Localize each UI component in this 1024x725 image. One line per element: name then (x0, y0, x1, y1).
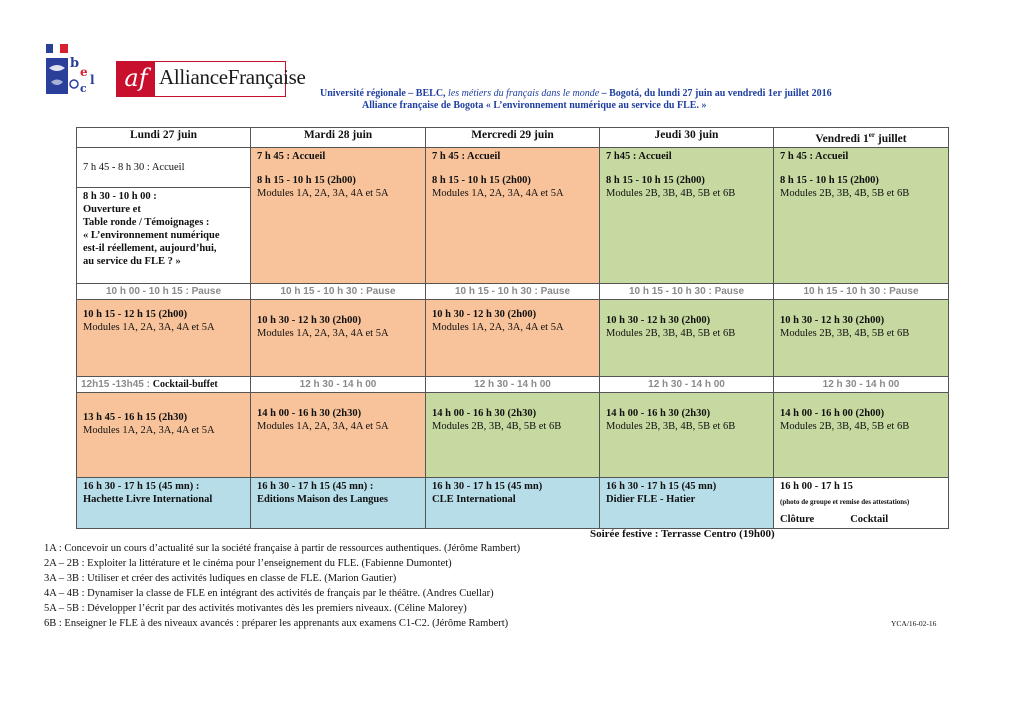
wed-evening-time: 16 h 30 - 17 h 15 (45 mn) (432, 480, 543, 492)
thu-late-morning-modules: Modules 2B, 3B, 4B, 5B et 6B (606, 327, 736, 339)
fri-late-morning-session: 10 h 30 - 12 h 30 (2h00) (780, 314, 885, 326)
tue-morning-session: 8 h 15 - 10 h 15 (2h00) (257, 174, 356, 186)
day-header-friday (774, 128, 949, 148)
tue-accueil: 7 h 45 : Accueil (257, 150, 326, 162)
mon-accueil: 7 h 45 - 8 h 30 : Accueil (83, 161, 185, 173)
mon-evening-time: 16 h 30 - 17 h 15 (45 mn) : (83, 480, 200, 492)
af-logo-mark: af (117, 62, 155, 96)
mon-table-line-2: Table ronde / Témoignages : (83, 216, 210, 228)
mon-lunch (77, 376, 251, 392)
mon-accueil-cell (77, 147, 251, 187)
thu-afternoon-session: 14 h 00 - 16 h 30 (2h30) (606, 407, 711, 419)
lunch-row (77, 376, 949, 392)
wed-late-morning-session: 10 h 30 - 12 h 30 (2h00) (432, 308, 537, 320)
thu-morning-modules: Modules 2B, 3B, 4B, 5B et 6B (606, 187, 736, 199)
svg-text:b: b (70, 56, 80, 71)
evening-row (77, 477, 949, 528)
wed-lunch: 12 h 30 - 14 h 00 (426, 376, 600, 392)
fri-evening-note: (photo de groupe et remise des attestations) (780, 497, 910, 506)
fri-evening-time: 16 h 00 - 17 h 15 (780, 480, 853, 492)
tue-morning-cell (251, 147, 426, 283)
fri-late-morning-modules: Modules 2B, 3B, 4B, 5B et 6B (780, 327, 910, 339)
thu-morning-session: 8 h 15 - 10 h 15 (2h00) (606, 174, 705, 186)
wed-afternoon-session: 14 h 00 - 16 h 30 (2h30) (432, 407, 537, 419)
mon-lunch-time: 12h15 -13h45 : (81, 378, 153, 390)
document-reference: YCA/16-02-16 (891, 619, 937, 628)
wed-late-morning-modules: Modules 1A, 2A, 3A, 4A et 5A (432, 321, 564, 333)
wed-late-morning-cell (426, 299, 600, 376)
tue-pause: 10 h 15 - 10 h 30 : Pause (251, 283, 426, 299)
day-header-thursday: Jeudi 30 juin (600, 128, 774, 148)
thu-evening-time: 16 h 30 - 17 h 15 (45 mn) (606, 480, 717, 492)
fri-morning-modules: Modules 2B, 3B, 4B, 5B et 6B (780, 187, 910, 199)
wed-accueil: 7 h 45 : Accueil (432, 150, 501, 162)
svg-text:c: c (80, 82, 87, 94)
fri-morning-cell (774, 147, 949, 283)
thu-late-morning-cell (600, 299, 774, 376)
mon-afternoon-modules: Modules 1A, 2A, 3A, 4A et 5A (83, 424, 215, 436)
mon-afternoon-cell (77, 392, 251, 477)
header-line-1 (320, 88, 832, 99)
wed-afternoon-modules: Modules 2B, 3B, 4B, 5B et 6B (432, 420, 562, 432)
fri-evening-cell (774, 477, 949, 528)
fri-afternoon-modules: Modules 2B, 3B, 4B, 5B et 6B (780, 420, 910, 432)
day-header-tuesday: Mardi 28 juin (251, 128, 426, 148)
tue-lunch: 12 h 30 - 14 h 00 (251, 376, 426, 392)
mon-table-line-4: est-il réellement, aujourd’hui, (83, 242, 217, 254)
mon-pause: 10 h 00 - 10 h 15 : Pause (77, 283, 251, 299)
svg-text:e: e (80, 65, 88, 79)
legend-2A-2B: 2A – 2B : Exploiter la littérature et le cinéma pour l’enseignement du FLE. (Fabienne Dumontet) (44, 558, 452, 569)
thu-morning-cell (600, 147, 774, 283)
mon-evening-cell (77, 477, 251, 528)
svg-text:l: l (90, 73, 95, 87)
fri-closing-line (780, 513, 942, 526)
legend-5A-5B: 5A – 5B : Développer l’écrit par des activités motivantes dès les premiers niveaux. (Céline Malorey) (44, 603, 467, 614)
day-header-wednesday: Mercredi 29 juin (426, 128, 600, 148)
fri-morning-session: 8 h 15 - 10 h 15 (2h00) (780, 174, 879, 186)
day-header-monday: Lundi 27 juin (77, 128, 251, 148)
thu-evening-cell (600, 477, 774, 528)
wed-morning-modules: Modules 1A, 2A, 3A, 4A et 5A (432, 187, 564, 199)
fri-afternoon-session: 14 h 00 - 16 h 00 (2h00) (780, 407, 885, 419)
tue-late-morning-cell (251, 299, 426, 376)
wed-evening-cell (426, 477, 600, 528)
fri-pause: 10 h 15 - 10 h 30 : Pause (774, 283, 949, 299)
legend-1A: 1A : Concevoir un cours d’actualité sur la société française à partir de ressources authentiques. (Jérôme Rambert) (44, 543, 521, 554)
days-header-row (77, 128, 949, 148)
wed-evening-publisher: CLE International (432, 493, 516, 505)
fri-closing: Clôture (780, 513, 815, 525)
mon-late-morning-session: 10 h 15 - 12 h 15 (2h00) (83, 308, 188, 320)
friday-month: juillet (874, 132, 907, 145)
wed-afternoon-cell (426, 392, 600, 477)
wed-morning-session: 8 h 15 - 10 h 15 (2h00) (432, 174, 531, 186)
af-logo-name: AllianceFrançaise (159, 65, 306, 89)
mon-evening-publisher: Hachette Livre International (83, 493, 213, 505)
pause-row (77, 283, 949, 299)
thu-evening-publisher: Didier FLE - Hatier (606, 493, 696, 505)
tue-late-morning-session: 10 h 30 - 12 h 30 (2h00) (257, 314, 362, 326)
tue-evening-cell (251, 477, 426, 528)
late-morning-row (77, 299, 949, 376)
mon-table-ronde-cell (77, 187, 251, 283)
fri-accueil: 7 h 45 : Accueil (780, 150, 849, 162)
tue-afternoon-modules: Modules 1A, 2A, 3A, 4A et 5A (257, 420, 389, 432)
legend-6B: 6B : Enseigner le FLE à des niveaux avancés : préparer les apprenants aux examens C1-C2. (Jérôme Rambert) (44, 618, 509, 629)
belc-logo-mark (68, 54, 100, 94)
legend-4A-4B: 4A – 4B : Dynamiser la classe de FLE en intégrant des activités de français par le théâtre. (Andres Cuellar) (44, 588, 494, 599)
thu-lunch: 12 h 30 - 14 h 00 (600, 376, 774, 392)
thu-late-morning-session: 10 h 30 - 12 h 30 (2h00) (606, 314, 711, 326)
tue-afternoon-cell (251, 392, 426, 477)
mon-table-line-1: Ouverture et (83, 203, 141, 215)
mon-lunch-label: Cocktail-buffet (152, 378, 218, 390)
mon-late-morning-cell (77, 299, 251, 376)
tue-evening-publisher: Editions Maison des Langues (257, 493, 388, 505)
tue-morning-modules: Modules 1A, 2A, 3A, 4A et 5A (257, 187, 389, 199)
friday-sup: er (868, 131, 875, 139)
thu-pause: 10 h 15 - 10 h 30 : Pause (600, 283, 774, 299)
mon-table-line-5: au service du FLE ? » (83, 255, 181, 267)
mon-late-morning-modules: Modules 1A, 2A, 3A, 4A et 5A (83, 321, 215, 333)
afternoon-row (77, 392, 949, 477)
wed-morning-cell (426, 147, 600, 283)
header-line-1-italic: les métiers du français dans le monde (448, 88, 600, 99)
friday-label: Vendredi 1 (815, 132, 869, 145)
tue-afternoon-session: 14 h 00 - 16 h 30 (2h30) (257, 407, 362, 419)
fri-late-morning-cell (774, 299, 949, 376)
thu-afternoon-modules: Modules 2B, 3B, 4B, 5B et 6B (606, 420, 736, 432)
soiree-festive: Soirée festive : Terrasse Centro (19h00) (590, 528, 775, 540)
ministry-logo (46, 44, 68, 94)
alliance-francaise-logo (116, 61, 306, 97)
header-line-1-prefix: Université régionale – BELC, (320, 88, 449, 99)
fri-cocktail: Cocktail (850, 513, 889, 525)
tue-evening-time: 16 h 30 - 17 h 15 (45 mn) : (257, 480, 374, 492)
tue-late-morning-modules: Modules 1A, 2A, 3A, 4A et 5A (257, 327, 389, 339)
mon-table-time: 8 h 30 - 10 h 00 : (83, 190, 157, 202)
legend-3A-3B: 3A – 3B : Utiliser et créer des activités ludiques en classe de FLE. (Marion Gautier) (44, 573, 397, 584)
thu-afternoon-cell (600, 392, 774, 477)
schedule-table (76, 127, 949, 529)
mon-table-line-3: « L’environnement numérique (83, 229, 220, 241)
belc-logo (68, 54, 100, 94)
header-line-1-suffix: – Bogotá, du lundi 27 juin au vendredi 1er juillet 2016 (599, 88, 832, 99)
wed-pause: 10 h 15 - 10 h 30 : Pause (426, 283, 600, 299)
morning-row-1 (77, 147, 949, 187)
fri-lunch: 12 h 30 - 14 h 00 (774, 376, 949, 392)
header-line-2: Alliance française de Bogota « L’environnement numérique au service du FLE. » (362, 100, 707, 111)
mon-afternoon-session: 13 h 45 - 16 h 15 (2h30) (83, 411, 188, 423)
fri-afternoon-cell (774, 392, 949, 477)
thu-accueil: 7 h45 : Accueil (606, 150, 672, 162)
